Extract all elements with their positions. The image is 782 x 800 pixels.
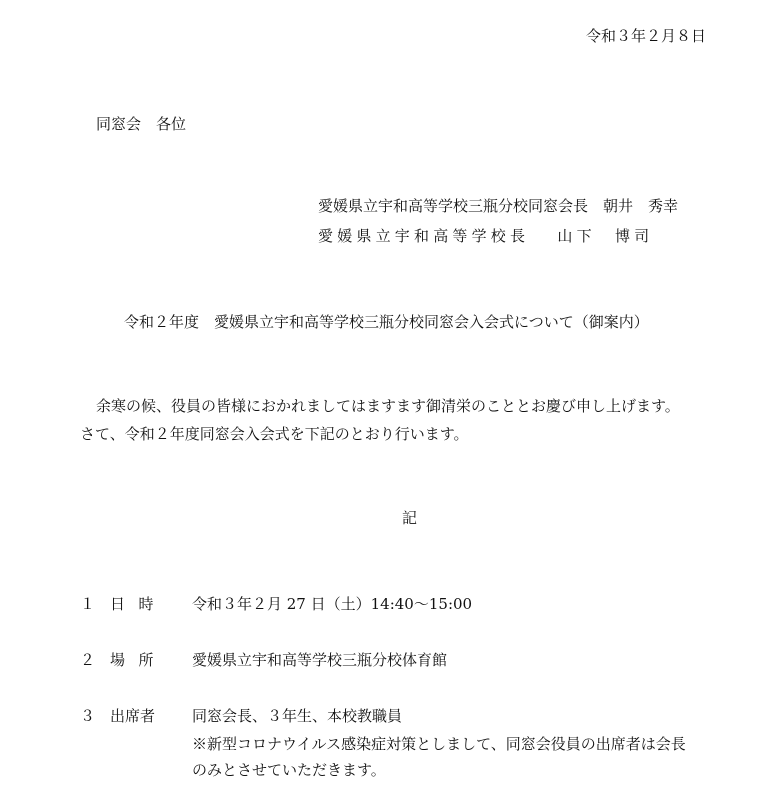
item-number: １ xyxy=(80,595,96,613)
addressee: 同窓会 各位 xyxy=(96,115,187,133)
item-value: 令和３年２月 27 日（土）14:40～15:00 xyxy=(192,595,473,613)
note-line-1: ※新型コロナウイルス感染症対策としまして、同窓会役員の出席者は会長 xyxy=(192,735,686,753)
item-label: 日時 xyxy=(110,595,168,613)
item-value: 愛媛県立宇和高等学校三瓶分校体育館 xyxy=(192,651,448,669)
item-label: 場所 xyxy=(110,651,168,669)
sender-alumni-president: 愛媛県立宇和高等学校三瓶分校同窓会長 朝井 秀幸 xyxy=(318,197,679,215)
document-subject: 令和２年度 愛媛県立宇和高等学校三瓶分校同窓会入会式について（御案内） xyxy=(124,313,649,331)
item-number: ３ xyxy=(80,707,96,725)
item-value: 同窓会長、３年生、本校教職員 xyxy=(192,707,403,725)
item-label: 出席者 xyxy=(110,707,156,725)
document-date: 令和３年２月８日 xyxy=(586,27,707,45)
item-number: ２ xyxy=(80,651,96,669)
body-paragraph-greeting: 余寒の候、役員の皆様におかれましてはますます御清栄のこととお慶び申し上げます。 xyxy=(96,397,680,415)
ki-heading: 記 xyxy=(402,509,418,527)
body-paragraph-announcement: さて、令和２年度同窓会入会式を下記のとおり行います。 xyxy=(80,425,469,443)
note-line-2: のみとさせていただきます。 xyxy=(192,761,386,779)
sender-principal: 愛媛県立宇和高等学校長 山下 博司 xyxy=(318,227,654,245)
